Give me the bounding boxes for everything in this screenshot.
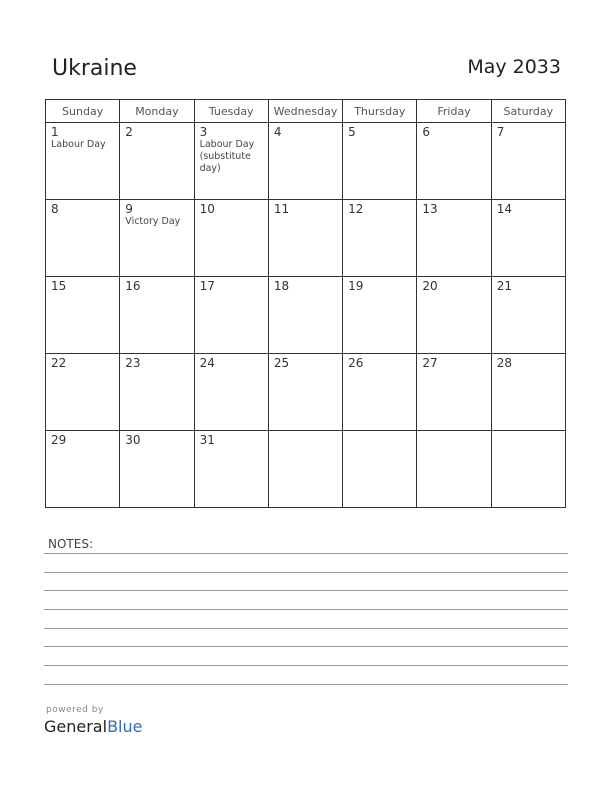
note-line bbox=[44, 646, 568, 647]
weekday-monday: Monday bbox=[120, 100, 194, 123]
brand-general: General bbox=[44, 717, 108, 736]
day-cell-20 bbox=[417, 277, 491, 354]
day-number: 29 bbox=[51, 433, 67, 447]
day-cell-4 bbox=[269, 123, 343, 200]
weekday-thursday: Thursday bbox=[343, 100, 417, 123]
week-row bbox=[46, 431, 566, 508]
month-year-title: May 2033 bbox=[467, 56, 561, 78]
day-number: 21 bbox=[496, 279, 512, 293]
day-cell-31 bbox=[195, 431, 269, 508]
powered-by-text: powered by bbox=[46, 705, 104, 715]
weekday-header-row bbox=[46, 100, 566, 123]
day-number: 7 bbox=[496, 125, 505, 139]
holiday-label: Labour Day bbox=[199, 139, 255, 150]
week-row bbox=[46, 200, 566, 277]
day-cell-5 bbox=[343, 123, 417, 200]
week-row bbox=[46, 277, 566, 354]
day-cell-22 bbox=[46, 354, 120, 431]
day-number: 31 bbox=[199, 433, 215, 447]
day-number: 17 bbox=[199, 279, 215, 293]
day-cell-23 bbox=[120, 354, 194, 431]
note-line bbox=[44, 628, 568, 629]
calendar-weeks bbox=[46, 123, 566, 508]
day-number: 28 bbox=[496, 356, 512, 370]
weekday-sunday: Sunday bbox=[46, 100, 120, 123]
day-cell-empty bbox=[492, 431, 566, 508]
day-number: 16 bbox=[125, 279, 141, 293]
generalblue-logo[interactable] bbox=[44, 717, 142, 736]
day-number: 14 bbox=[496, 202, 512, 216]
day-cell-1 bbox=[46, 123, 120, 200]
day-cell-11 bbox=[269, 200, 343, 277]
country-title: Ukraine bbox=[52, 56, 137, 81]
day-number: 2 bbox=[125, 125, 133, 139]
weekday-friday: Friday bbox=[417, 100, 491, 123]
day-cell-24 bbox=[195, 354, 269, 431]
day-cell-12 bbox=[343, 200, 417, 277]
note-line bbox=[44, 665, 568, 666]
day-cell-3 bbox=[195, 123, 269, 200]
note-line bbox=[44, 572, 568, 573]
note-line bbox=[44, 553, 568, 554]
day-cell-28 bbox=[492, 354, 566, 431]
day-number: 22 bbox=[51, 356, 67, 370]
day-cell-17 bbox=[195, 277, 269, 354]
day-number: 9 bbox=[125, 202, 133, 216]
day-cell-10 bbox=[195, 200, 269, 277]
holiday-label: (substitute bbox=[199, 151, 251, 162]
day-number: 27 bbox=[422, 356, 438, 370]
day-number: 30 bbox=[125, 433, 141, 447]
holiday-label: Labour Day bbox=[51, 139, 106, 150]
day-number: 4 bbox=[273, 125, 282, 139]
day-cell-13 bbox=[417, 200, 491, 277]
holiday-label: day) bbox=[199, 163, 221, 174]
day-number: 20 bbox=[422, 279, 438, 293]
note-line bbox=[44, 684, 568, 685]
day-cell-empty bbox=[269, 431, 343, 508]
day-number: 23 bbox=[125, 356, 141, 370]
notes-label: NOTES: bbox=[48, 537, 93, 551]
week-row bbox=[46, 354, 566, 431]
day-number: 8 bbox=[51, 202, 59, 216]
day-cell-2 bbox=[120, 123, 194, 200]
day-cell-18 bbox=[269, 277, 343, 354]
day-cell-30 bbox=[120, 431, 194, 508]
day-number: 19 bbox=[348, 279, 364, 293]
day-cell-8 bbox=[46, 200, 120, 277]
day-cell-21 bbox=[492, 277, 566, 354]
day-number: 3 bbox=[199, 125, 208, 139]
day-cell-19 bbox=[343, 277, 417, 354]
day-number: 15 bbox=[51, 279, 67, 293]
day-cell-empty bbox=[417, 431, 491, 508]
weekday-tuesday: Tuesday bbox=[195, 100, 269, 123]
day-cell-7 bbox=[492, 123, 566, 200]
weekday-wednesday: Wednesday bbox=[269, 100, 343, 123]
weekday-saturday: Saturday bbox=[492, 100, 566, 123]
day-number: 10 bbox=[199, 202, 215, 216]
day-number: 5 bbox=[348, 125, 356, 139]
week-row bbox=[46, 123, 566, 200]
day-cell-29 bbox=[46, 431, 120, 508]
day-cell-9 bbox=[120, 200, 194, 277]
day-number: 13 bbox=[422, 202, 438, 216]
note-line bbox=[44, 590, 568, 591]
day-number: 24 bbox=[199, 356, 215, 370]
day-cell-14 bbox=[492, 200, 566, 277]
day-number: 11 bbox=[273, 202, 290, 216]
day-cell-25 bbox=[269, 354, 343, 431]
day-number: 6 bbox=[422, 125, 431, 139]
day-number: 1 bbox=[51, 125, 59, 139]
day-number: 18 bbox=[273, 279, 290, 293]
day-cell-15 bbox=[46, 277, 120, 354]
day-number: 26 bbox=[348, 356, 364, 370]
day-number: 25 bbox=[273, 356, 290, 370]
day-cell-16 bbox=[120, 277, 194, 354]
day-number: 12 bbox=[348, 202, 364, 216]
day-cell-27 bbox=[417, 354, 491, 431]
day-cell-empty bbox=[343, 431, 417, 508]
calendar-grid bbox=[45, 99, 566, 508]
holiday-label: Victory Day bbox=[125, 216, 181, 227]
brand-blue: Blue bbox=[107, 717, 143, 736]
day-cell-6 bbox=[417, 123, 491, 200]
note-line bbox=[44, 609, 568, 610]
day-cell-26 bbox=[343, 354, 417, 431]
